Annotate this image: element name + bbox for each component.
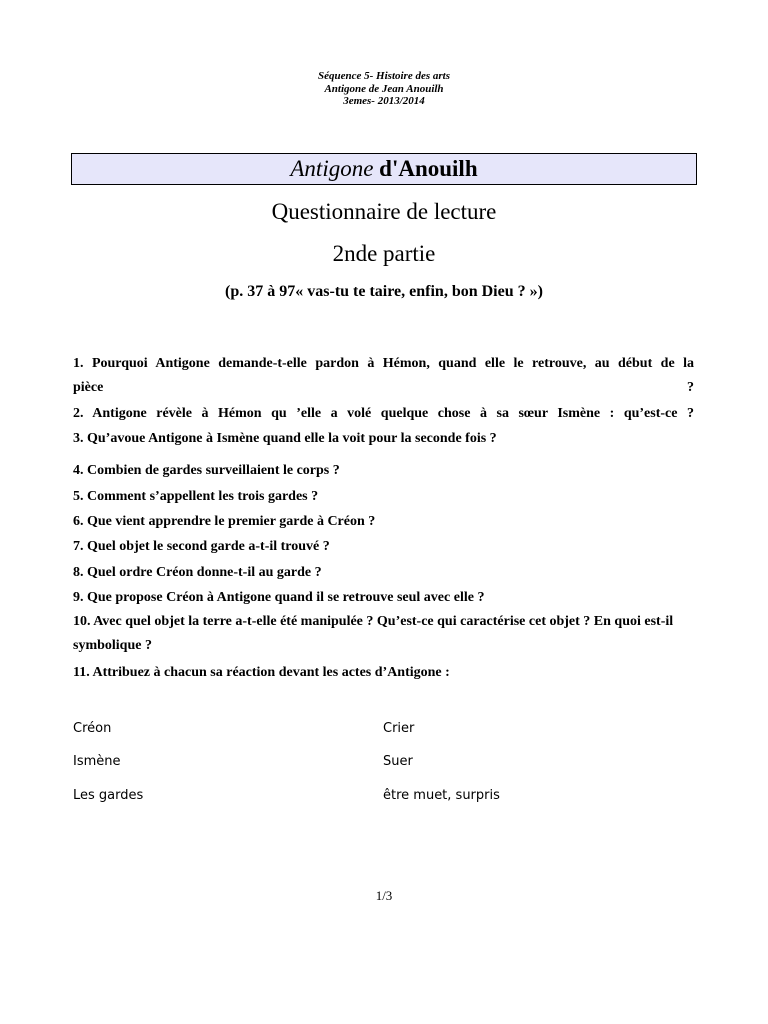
title-rest: d'Anouilh <box>373 156 478 181</box>
question-1-line1: 1. Pourquoi Antigone demande-t-elle pardon à Hémon, quand elle le retrouve, au début de la <box>73 356 694 371</box>
question-11: 11. Attribuez à chacun sa réaction devant les actes d’Antigone : <box>73 665 450 680</box>
title-italic: Antigone <box>290 156 374 181</box>
question-3: 3. Qu’avoue Antigone à Ismène quand elle la voit pour la seconde fois ? <box>73 431 497 446</box>
question-7: 7. Quel objet le second garde a-t-il trouvé ? <box>73 539 330 554</box>
match-left-creon: Créon <box>73 721 112 736</box>
question-1-line2: pièce ? <box>73 380 694 395</box>
subtitle-questionnaire: Questionnaire de lecture <box>271 199 497 224</box>
header-line-class: 3emes- 2013/2014 <box>343 95 425 107</box>
page-range: (p. 37 à 97« vas-tu te taire, enfin, bon Dieu ? ») <box>225 283 543 300</box>
question-9: 9. Que propose Créon à Antigone quand il se retrouve seul avec elle ? <box>73 590 485 605</box>
question-10: 10. Avec quel objet la terre a-t-elle été manipulée ? Qu’est-ce qui caractérise cet objet ? En quoi est-il symbolique ? <box>73 614 674 653</box>
question-8: 8. Quel ordre Créon donne-t-il au garde ? <box>73 565 322 580</box>
question-4: 4. Combien de gardes surveillaient le corps ? <box>73 463 340 478</box>
match-right-suer: Suer <box>383 754 413 769</box>
header-line-work: Antigone de Jean Anouilh <box>324 82 444 95</box>
match-right-muet: être muet, surpris <box>383 788 500 803</box>
question-2: 2. Antigone révèle à Hémon qu ’elle a volé quelque chose à sa sœur Ismène : qu’est-ce ? <box>73 406 694 421</box>
title-box <box>71 153 697 185</box>
subtitle-part: 2nde partie <box>332 241 436 266</box>
document-header <box>0 70 768 108</box>
match-left-ismene: Ismène <box>73 754 121 769</box>
match-right-crier: Crier <box>383 721 415 736</box>
question-6: 6. Que vient apprendre le premier garde à Créon ? <box>73 514 376 529</box>
question-5: 5. Comment s’appellent les trois gardes ? <box>73 489 319 504</box>
page-number: 1/3 <box>375 888 393 903</box>
match-left-gardes: Les gardes <box>73 788 144 803</box>
header-line-sequence: Séquence 5- Histoire des arts <box>318 70 450 82</box>
